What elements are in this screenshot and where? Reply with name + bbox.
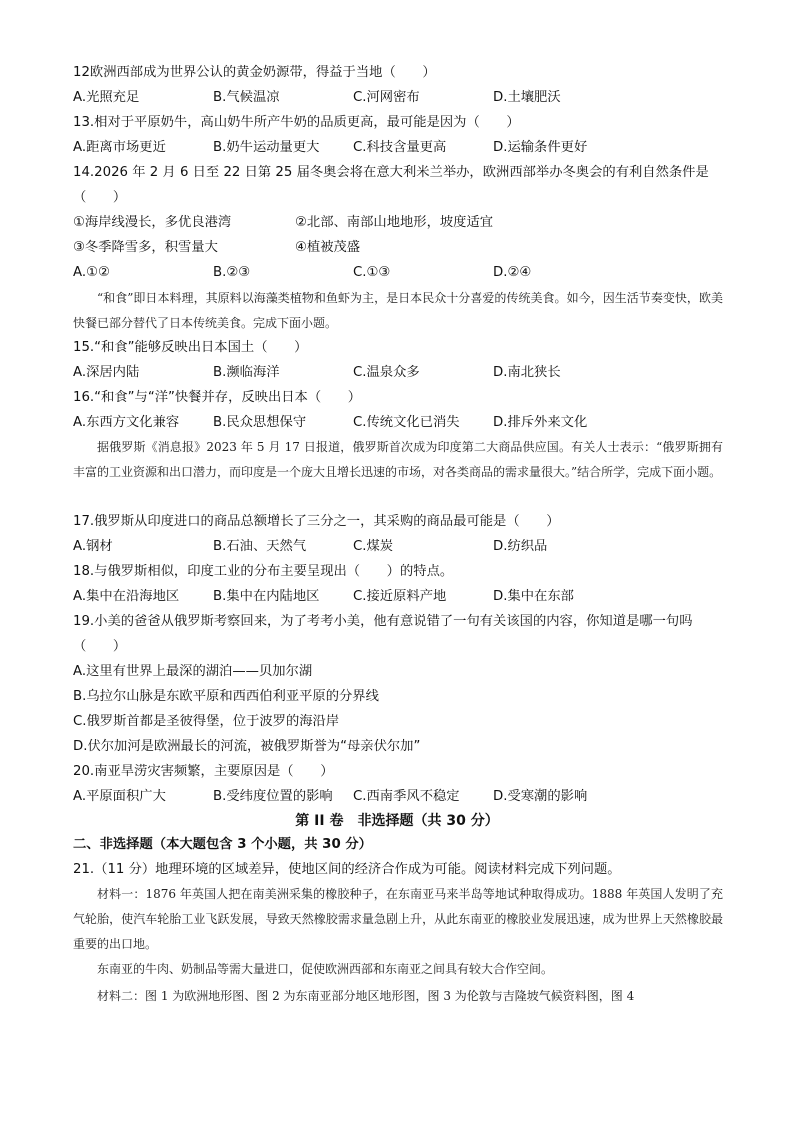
question-21-material-1b: 东南亚的牛肉、奶制品等需大量进口，促使欧洲西部和东南亚之间具有较大合作空间。 xyxy=(97,962,554,976)
option-d: D.运输条件更好 xyxy=(493,140,588,155)
statement-1: ①海岸线漫长，多优良港湾 xyxy=(73,215,232,230)
option-a: A.东西方文化兼容 xyxy=(73,415,180,430)
question-19-option-c: C.俄罗斯首都是圣彼得堡，位于波罗的海沿岸 xyxy=(73,714,340,729)
question-17-options xyxy=(73,538,723,556)
question-19-option-a: A.这里有世界上最深的湖泊——贝加尔湖 xyxy=(73,664,313,679)
material-russia: 据俄罗斯《消息报》2023 年 5 月 17 日报道，俄罗斯首次成为印度第二大商品供应国。有关人士表示：“俄罗斯拥有丰富的工业资源和出口潜力，而印度是一个庞大且增长迅速的市场，对各类商品的需求量很大。”结合所学，完成下面小题。 xyxy=(73,440,723,479)
statement-3: ③冬季降雪多，积雪量大 xyxy=(73,240,218,255)
option-b: B.民众思想保守 xyxy=(213,415,307,430)
question-19-option-b: B.乌拉尔山脉是东欧平原和西西伯利亚平原的分界线 xyxy=(73,689,379,704)
question-15-stem: 15.“和食”能够反映出日本国土（ ） xyxy=(73,340,308,355)
option-d: D.集中在东部 xyxy=(493,589,574,604)
question-16-options xyxy=(73,414,723,432)
option-c: C.科技含量更高 xyxy=(353,140,447,155)
question-13-options xyxy=(73,139,723,157)
question-14-statements-row1 xyxy=(73,214,723,232)
question-14-blank: （ ） xyxy=(73,190,127,205)
question-14-statements-row2 xyxy=(73,239,723,257)
option-d: D.排斥外来文化 xyxy=(493,415,588,430)
option-d: D.土壤肥沃 xyxy=(493,90,561,105)
question-15-options xyxy=(73,364,723,382)
question-13-stem: 13.相对于平原奶牛，高山奶牛所产牛奶的品质更高，最可能是因为（ ） xyxy=(73,115,520,130)
question-16-stem: 16.“和食”与“洋”快餐并存，反映出日本（ ） xyxy=(73,390,362,405)
option-a: A.深居内陆 xyxy=(73,365,140,380)
option-d: D.受寒潮的影响 xyxy=(493,789,588,804)
question-21-material-1: 材料一：1876 年英国人把在南美洲采集的橡胶种子，在东南亚马来半岛等地试种取得成功。1888 年英国人发明了充气轮胎，使汽车轮胎工业飞跃发展，导致天然橡胶需求量急剧上升，从此东南亚的橡胶业发展迅速，成为世界上天然橡胶最重要的出口地。 xyxy=(73,887,723,951)
option-c: C.温泉众多 xyxy=(353,365,420,380)
material-washoku: “和食”即日本料理，其原料以海藻类植物和鱼虾为主，是日本民众十分喜爱的传统美食。如今，因生活节奏变快，欧美快餐已部分替代了日本传统美食。完成下面小题。 xyxy=(73,291,723,330)
option-c: C.①③ xyxy=(353,265,391,280)
option-c: C.西南季风不稳定 xyxy=(353,789,460,804)
option-c: C.河网密布 xyxy=(353,90,420,105)
part-2-title: 第 II 卷 非选择题（共 30 分） xyxy=(295,813,499,829)
option-b: B.气候温凉 xyxy=(213,90,280,105)
question-14-stem: 14.2026 年 2 月 6 日至 22 日第 25 届冬奥会将在意大利米兰举办，欧洲西部举办冬奥会的有利自然条件是 xyxy=(73,165,709,180)
question-18-options xyxy=(73,588,723,606)
option-c: C.传统文化已消失 xyxy=(353,415,460,430)
option-d: D.②④ xyxy=(493,265,532,280)
option-c: C.接近原料产地 xyxy=(353,589,447,604)
option-a: A.钢材 xyxy=(73,539,113,554)
option-d: D.南北狭长 xyxy=(493,365,561,380)
question-18-stem: 18.与俄罗斯相似，印度工业的分布主要呈现出（ ）的特点。 xyxy=(73,564,454,579)
question-12-stem: 12欧洲西部成为世界公认的黄金奶源带，得益于当地（ ） xyxy=(73,65,436,80)
option-b: B.②③ xyxy=(213,265,251,280)
option-b: B.集中在内陆地区 xyxy=(213,589,320,604)
option-a: A.平原面积广大 xyxy=(73,789,166,804)
option-c: C.煤炭 xyxy=(353,539,394,554)
option-a: A.距离市场更近 xyxy=(73,140,166,155)
option-b: B.受纬度位置的影响 xyxy=(213,789,333,804)
question-14-options xyxy=(73,264,723,282)
option-b: B.濒临海洋 xyxy=(213,365,280,380)
option-a: A.光照充足 xyxy=(73,90,140,105)
option-b: B.奶牛运动量更大 xyxy=(213,140,320,155)
question-21-stem: 21.（11 分）地理环境的区域差异，使地区间的经济合作成为可能。阅读材料完成下列问题。 xyxy=(73,862,621,877)
option-a: A.集中在沿海地区 xyxy=(73,589,180,604)
question-21-material-2: 材料二：图 1 为欧洲地形图、图 2 为东南亚部分地区地形图，图 3 为伦敦与吉隆坡气候资料图，图 4 xyxy=(97,989,635,1003)
question-19-blank: （ ） xyxy=(73,639,127,654)
option-a: A.①② xyxy=(73,265,110,280)
statement-4: ④植被茂盛 xyxy=(295,240,361,255)
question-20-stem: 20.南亚旱涝灾害频繁，主要原因是（ ） xyxy=(73,764,334,779)
section-2-heading: 二、非选择题（本大题包含 3 个小题，共 30 分） xyxy=(73,837,372,852)
question-19-option-d: D.伏尔加河是欧洲最长的河流，被俄罗斯誉为“母亲伏尔加” xyxy=(73,739,421,754)
question-20-options xyxy=(73,788,723,806)
option-b: B.石油、天然气 xyxy=(213,539,307,554)
question-17-stem: 17.俄罗斯从印度进口的商品总额增长了三分之一，其采购的商品最可能是（ ） xyxy=(73,514,560,529)
option-d: D.纺织品 xyxy=(493,539,548,554)
question-12-options xyxy=(73,89,723,107)
statement-2: ②北部、南部山地地形，坡度适宜 xyxy=(295,215,494,230)
question-19-stem: 19.小美的爸爸从俄罗斯考察回来，为了考考小美，他有意说错了一句有关该国的内容，你知道是哪一句吗 xyxy=(73,614,693,629)
